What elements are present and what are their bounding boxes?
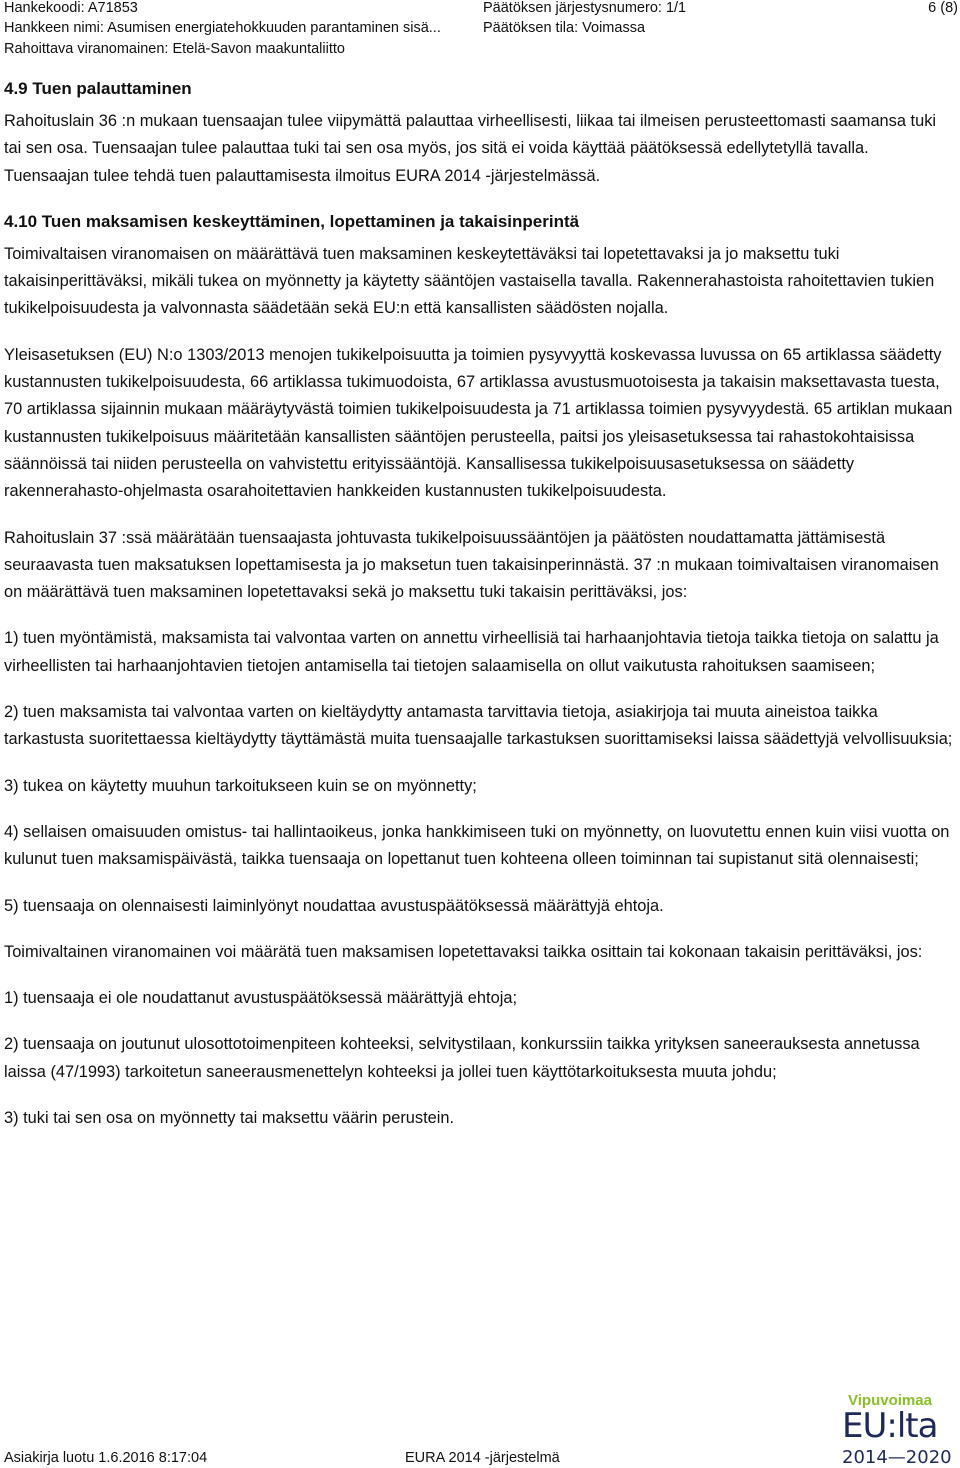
list-item: 4) sellaisen omaisuuden omistus- tai hallintaoikeus, jonka hankkimiseen tuki on myönnetty, on luovutettu ennen kuin viisi vuotta on kulunut tuen maksamispäivästä, taikka tuensaaja on lopettanut tuen kohteena olleen toiminnan tai supistanut sitä olennaisesti; <box>4 822 950 869</box>
list-item: 1) tuen myöntämistä, maksamista tai valvontaa varten on annettu virheellisiä tai harhaanjohtavia tietoja taikka tietoja on salattu ja virheellisten tai harhaanjohtavien tietojen antamisella tai tietojen salaamisella on ollut vaikutusta rahoituksen saamiseen; <box>4 629 939 675</box>
paragraph: Rahoituslain 36 :n mukaan tuensaajan tulee viipymättä palauttaa virheellisesti, liikaa tai ilmeisen perusteettomasti saamansa tuki tai sen osa. Tuensaajan tulee palauttaa tuki tai sen osa myös, jos sitä ei voida käyttää päätöksessä edellytetyllä tavalla. Tuensaajan tulee tehdä tuen palauttamisesta ilmoitus EURA 2014 -järjestelmässä. <box>4 112 937 185</box>
vipuvoimaa-eu-logo <box>838 1392 956 1468</box>
decision-status: Päätöksen tila: Voimassa <box>483 20 646 36</box>
list-item: 2) tuensaaja on joutunut ulosottotoimenpiteen kohteeksi, selvitystilaan, konkurssiin taikka yrityksen saneerauksesta annetussa laissa (47/1993) tarkoitetun saneerausmenettelyn kohteeksi ja jollei tuen käyttötarkoituksesta muuta johdu; <box>4 1035 920 1081</box>
list-item: 2) tuen maksamista tai valvontaa varten on kieltäydytty antamasta tarvittavia tietoja, asiakirjoja tai muuta aineistoa taikka tarkastusta suoritettaessa kieltäydytty täyttämästä muita tuensaajalle tarkastuksen suorittamiseksi laissa säädettyjä velvollisuuksia; <box>4 703 953 749</box>
project-code: Hankekoodi: A71853 <box>4 0 138 16</box>
funding-authority: Rahoittava viranomainen: Etelä-Savon maakuntaliitto <box>4 41 345 57</box>
list-item: 1) tuensaaja ei ole noudattanut avustuspäätöksessä määrättyjä ehtoja; <box>4 989 517 1008</box>
list-item: 3) tukea on käytetty muuhun tarkoitukseen kuin se on myönnetty; <box>4 776 477 795</box>
section-title: 4.9 Tuen palauttaminen <box>4 79 192 98</box>
logo-top-text: Vipuvoimaa <box>848 1392 932 1409</box>
paragraph: Toimivaltainen viranomainen voi määrätä tuen maksamisen lopetettavaksi taikka osittain tai kokonaan takaisin perittäväksi, jos: <box>4 942 923 961</box>
paragraph: Toimivaltaisen viranomaisen on määrättävä tuen maksaminen keskeytettäväksi tai lopetettavaksi ja jo maksettu tuki takaisinperittäväksi, mikäli tukea on myönnetty ja käytetty sääntöjen vastaisella tavalla. Rakennerahastoista rahoitettavien tukien tukikelpoisuudesta ja valvonnasta säädetään sekä EU:n että kansallisten säädösten nojalla. <box>4 244 935 318</box>
list-item: 5) tuensaaja on olennaisesti laiminlyönyt noudattaa avustuspäätöksessä määrättyjä ehtoja. <box>4 896 664 915</box>
document-body <box>4 76 956 1151</box>
decision-number: Päätöksen järjestysnumero: 1/1 <box>483 0 687 16</box>
logo-middle-text: EU:lta <box>842 1406 938 1446</box>
section-title: 4.10 Tuen maksamisen keskeyttäminen, lopettaminen ja takaisinperintä <box>4 211 580 231</box>
footer-created: Asiakirja luotu 1.6.2016 8:17:04 <box>4 1450 208 1466</box>
footer-system: EURA 2014 -järjestelmä <box>405 1450 560 1466</box>
list-item: 3) tuki tai sen osa on myönnetty tai maksettu väärin perustein. <box>4 1109 455 1128</box>
paragraph: Yleisasetuksen (EU) N:o 1303/2013 menojen tukikelpoisuutta ja toimien pysyvyyttä koskevassa luvussa on 65 artiklassa säädetty kustannusten tukikelpoisuudesta, 66 artiklassa tukimuodoista, 67 artiklassa avustusmuotoisesta ja takaisin maksettavasta tuesta, 70 artiklassa sijainnin mukaan määräytyvästä toimien tukikelpoisuudesta ja 71 artiklassa toimien pysyvyydestä. 65 artiklan mukaan kustannusten tukikelpoisuus määritetään kansallisten sääntöjen perusteella, paitsi jos yleisasetuksessa tai rahastokohtaisissa säännöissä tai niiden perusteella on vahvistettu erityissääntöjä. Kansallisessa tukikelpoisuusasetuksessa on säädetty rakennerahasto-ohjelmasta osarahoitettavien hankkeiden kustannusten tukikelpoisuudesta. <box>4 345 953 501</box>
paragraph: Rahoituslain 37 :ssä määrätään tuensaajasta johtuvasta tukikelpoisuussääntöjen ja päätösten noudattamatta jättämisestä seuraavasta tuen maksatuksen lopettamisesta ja jo maksetun tuen takaisinperinnästä. 37 :n mukaan toimivaltaisen viranomaisen on määrättävä tuen maksaminen lopetettavaksi sekä jo maksettu tuki takaisin perittäväksi, jos: <box>4 528 939 602</box>
section-keskeyttaminen <box>4 209 956 1132</box>
logo-bottom-text: 2014—2020 <box>842 1447 952 1468</box>
project-name: Hankkeen nimi: Asumisen energiatehokkuuden parantaminen sisä... <box>4 20 441 36</box>
page-number: 6 (8) <box>928 0 958 16</box>
section-tuen-palauttaminen <box>4 76 956 190</box>
